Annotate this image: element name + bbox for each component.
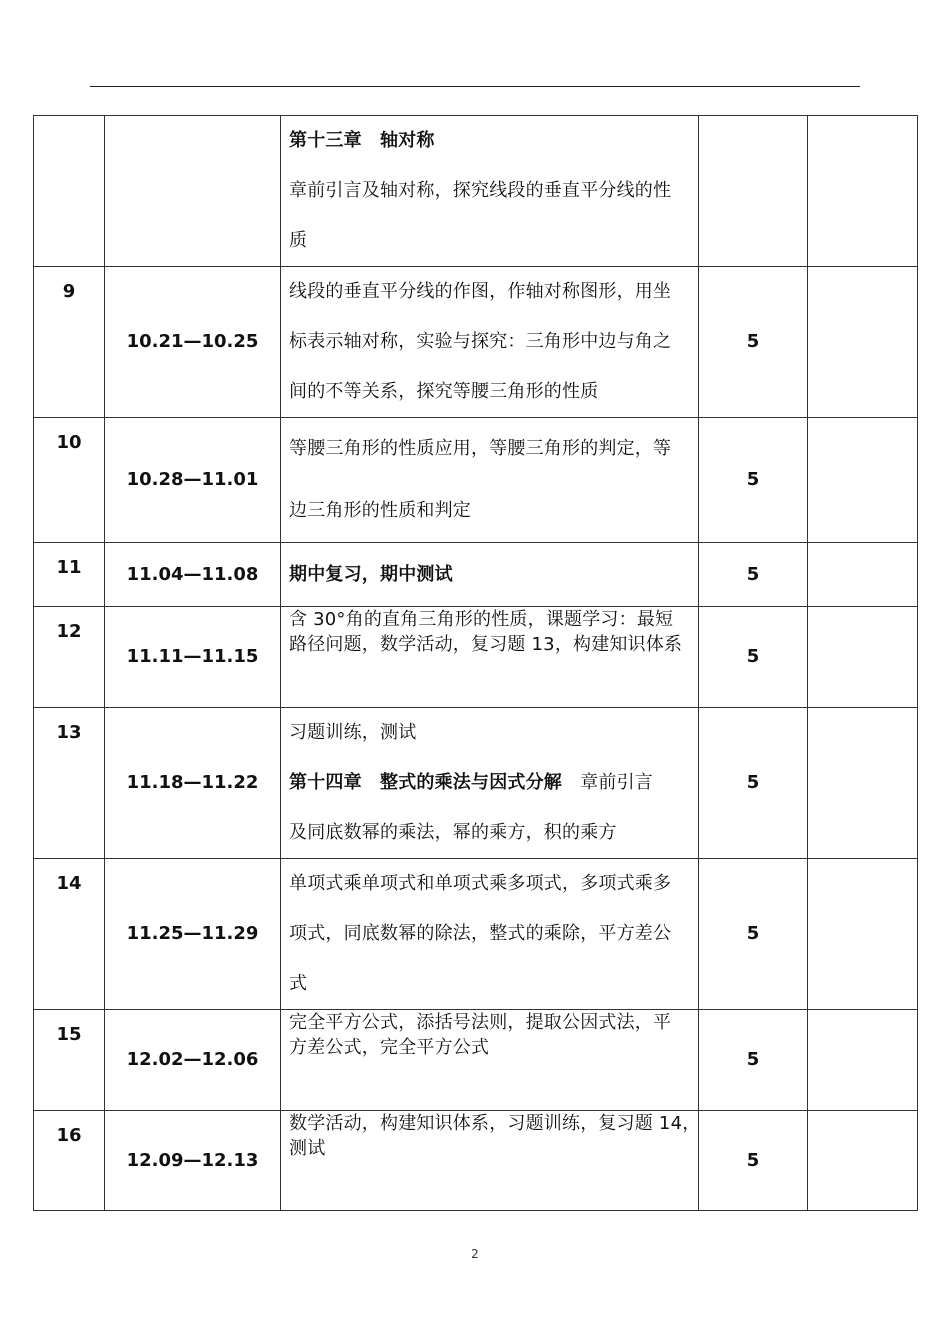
table-row	[34, 708, 918, 859]
content-cell	[281, 418, 699, 543]
hours-cell: 5	[699, 267, 808, 418]
content-line	[289, 959, 690, 1009]
note-cell	[808, 116, 918, 267]
content-line	[289, 632, 690, 657]
week-cell	[34, 116, 105, 267]
note-cell	[808, 1010, 918, 1111]
table-row	[34, 1010, 918, 1111]
hours-cell: 5	[699, 859, 808, 1010]
week-cell	[34, 267, 105, 418]
note-cell	[808, 708, 918, 859]
content-text: 线段的垂直平分线的作图，作轴对称图形，用坐	[289, 281, 672, 302]
hours-cell: 5	[699, 708, 808, 859]
date-range-cell: 10.21—10.25	[105, 267, 281, 418]
content-text: 间的不等关系，探究等腰三角形的性质	[289, 381, 599, 402]
content-heading: 第十四章 整式的乘法与因式分解	[289, 772, 562, 793]
content-text: 数学活动，构建知识体系，习题训练，复习题 14，	[289, 1113, 701, 1134]
content-text: 边三角形的性质和判定	[289, 500, 471, 521]
content-text: 含 30°角的直角三角形的性质，课题学习：最短	[289, 609, 674, 630]
content-line	[289, 1010, 690, 1035]
schedule-table	[33, 115, 918, 1211]
week-number: 13	[56, 722, 82, 743]
content-text: 完全平方公式，添括号法则，提取公因式法，平	[289, 1012, 672, 1033]
content-line	[289, 480, 690, 542]
week-number: 15	[56, 1024, 82, 1045]
week-cell	[34, 607, 105, 708]
content-line	[289, 1136, 690, 1161]
content-text: 方差公式，完全平方公式	[289, 1037, 490, 1058]
week-cell	[34, 859, 105, 1010]
note-cell	[808, 418, 918, 543]
page-number: 2	[471, 1247, 479, 1261]
date-range-cell	[105, 116, 281, 267]
content-text: 路径问题，数学活动，复习题 13，构建知识体系	[289, 634, 683, 655]
content-line	[289, 367, 690, 417]
date-range-cell: 11.25—11.29	[105, 859, 281, 1010]
content-text: 章前引言及轴对称，探究线段的垂直平分线的性	[289, 180, 672, 201]
content-text: 及同底数幂的乘法，幂的乘方，积的乘方	[289, 822, 617, 843]
note-cell	[808, 543, 918, 607]
content-cell	[281, 1111, 699, 1211]
content-cell	[281, 859, 699, 1010]
content-line	[289, 808, 690, 858]
content-line	[289, 708, 690, 758]
week-number: 11	[56, 557, 82, 578]
table-row	[34, 267, 918, 418]
hours-cell: 5	[699, 1010, 808, 1111]
date-range-cell: 10.28—11.01	[105, 418, 281, 543]
week-cell	[34, 708, 105, 859]
week-cell	[34, 1010, 105, 1111]
content-text: 习题训练，测试	[289, 722, 417, 743]
week-cell	[34, 1111, 105, 1211]
content-text: 测试	[289, 1138, 326, 1159]
table-row	[34, 116, 918, 267]
content-cell	[281, 607, 699, 708]
week-cell	[34, 543, 105, 607]
table-row	[34, 859, 918, 1010]
content-line	[289, 909, 690, 959]
content-line	[289, 116, 690, 166]
hours-cell: 5	[699, 543, 808, 607]
content-text: 项式，同底数幂的除法，整式的乘除，平方差公	[289, 923, 672, 944]
content-text: 质	[289, 230, 308, 251]
content-heading: 期中复习，期中测试	[289, 564, 453, 585]
content-text: 标表示轴对称，实验与探究：三角形中边与角之	[289, 331, 672, 352]
content-cell	[281, 543, 699, 607]
week-number: 14	[56, 873, 82, 894]
content-line	[289, 607, 690, 632]
date-range-cell: 12.02—12.06	[105, 1010, 281, 1111]
content-line	[289, 166, 690, 216]
hours-cell: 5	[699, 418, 808, 543]
table-row	[34, 607, 918, 708]
header-rule	[90, 86, 860, 87]
content-text: 等腰三角形的性质应用，等腰三角形的判定，等	[289, 438, 672, 459]
note-cell	[808, 859, 918, 1010]
content-line	[289, 1035, 690, 1060]
week-number: 12	[56, 621, 82, 642]
content-cell	[281, 116, 699, 267]
hours-cell: 5	[699, 1111, 808, 1211]
content-text: 式	[289, 973, 308, 994]
week-cell	[34, 418, 105, 543]
note-cell	[808, 607, 918, 708]
content-line	[289, 267, 690, 317]
content-line	[289, 1111, 701, 1136]
note-cell	[808, 1111, 918, 1211]
date-range-cell: 12.09—12.13	[105, 1111, 281, 1211]
table-row	[34, 543, 918, 607]
content-line	[289, 859, 690, 909]
content-heading: 第十三章 轴对称	[289, 130, 435, 151]
content-line	[289, 317, 690, 367]
week-number: 16	[56, 1125, 82, 1146]
note-cell	[808, 267, 918, 418]
date-range-cell: 11.04—11.08	[105, 543, 281, 607]
schedule-body	[34, 116, 918, 1211]
content-text: 单项式乘单项式和单项式乘多项式，多项式乘多	[289, 873, 672, 894]
hours-cell	[699, 116, 808, 267]
content-line	[289, 758, 690, 808]
table-row	[34, 1111, 918, 1211]
content-line	[289, 216, 690, 266]
content-text: 章前引言	[562, 772, 653, 793]
content-cell	[281, 1010, 699, 1111]
content-line	[289, 543, 690, 606]
week-number: 9	[62, 281, 76, 302]
content-cell	[281, 708, 699, 859]
date-range-cell: 11.18—11.22	[105, 708, 281, 859]
content-line	[289, 418, 690, 480]
table-row	[34, 418, 918, 543]
content-cell	[281, 267, 699, 418]
week-number: 10	[56, 432, 82, 453]
hours-cell: 5	[699, 607, 808, 708]
date-range-cell: 11.11—11.15	[105, 607, 281, 708]
